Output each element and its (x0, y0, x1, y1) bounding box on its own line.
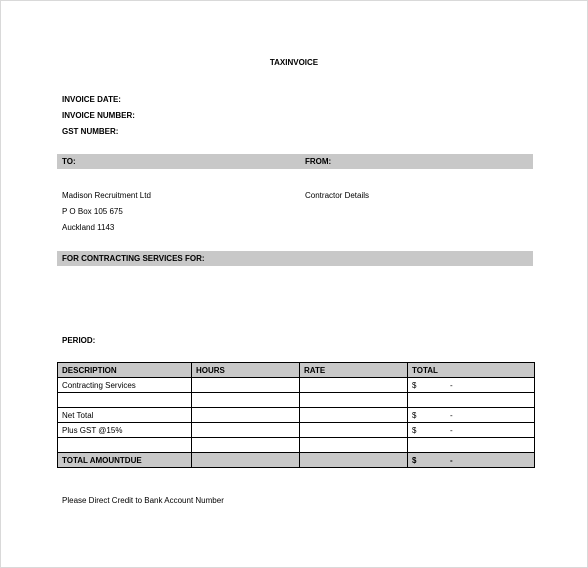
total-rate (300, 453, 408, 468)
row-total (408, 393, 535, 408)
table-row (58, 393, 535, 408)
header-rate: RATE (300, 363, 408, 378)
invoice-date-label: INVOICE DATE: (62, 95, 121, 104)
total-hours (192, 453, 300, 468)
total-amount-value: - (450, 455, 453, 465)
header-hours: HOURS (192, 363, 300, 378)
row-rate (300, 393, 408, 408)
row-total (408, 378, 535, 393)
row-hours (192, 378, 300, 393)
table-row (58, 408, 535, 423)
from-details: Contractor Details (305, 191, 370, 200)
table-row (58, 378, 535, 393)
header-total: TOTAL (408, 363, 535, 378)
row-currency: $ (412, 410, 417, 420)
table-header-row (58, 363, 535, 378)
row-hours (192, 438, 300, 453)
row-hours (192, 408, 300, 423)
header-description: DESCRIPTION (58, 363, 192, 378)
from-label: FROM: (305, 157, 332, 166)
row-amount: - (450, 380, 453, 390)
total-amount-label: TOTAL AMOUNTDUE (58, 453, 192, 468)
invoice-title: TAXINVOICE (269, 58, 319, 67)
to-address-line3: Auckland 1143 (62, 223, 115, 232)
period-label: PERIOD: (62, 336, 96, 345)
services-label: FOR CONTRACTING SERVICES FOR: (62, 254, 205, 263)
row-description: Plus GST @15% (58, 423, 192, 438)
row-description (58, 393, 192, 408)
row-rate (300, 378, 408, 393)
total-amount-cell (408, 453, 535, 468)
gst-number-label: GST NUMBER: (62, 127, 119, 136)
row-total (408, 423, 535, 438)
row-rate (300, 408, 408, 423)
to-label: TO: (62, 157, 76, 166)
invoice-number-label: INVOICE NUMBER: (62, 111, 135, 120)
row-hours (192, 423, 300, 438)
total-amount-row (58, 453, 535, 468)
row-rate (300, 438, 408, 453)
to-address-line1: Madison Recruitment Ltd (62, 191, 151, 200)
row-hours (192, 393, 300, 408)
bank-account-note: Please Direct Credit to Bank Account Number (62, 496, 224, 505)
row-currency: $ (412, 380, 417, 390)
row-currency: $ (412, 425, 417, 435)
row-amount: - (450, 425, 453, 435)
row-description: Contracting Services (58, 378, 192, 393)
services-bar (57, 251, 533, 266)
total-currency: $ (412, 455, 417, 465)
row-description: Net Total (58, 408, 192, 423)
to-address-line2: P O Box 105 675 (62, 207, 123, 216)
to-from-bar (57, 154, 533, 169)
table-row (58, 438, 535, 453)
row-amount: - (450, 410, 453, 420)
row-total (408, 438, 535, 453)
row-rate (300, 423, 408, 438)
table-row (58, 423, 535, 438)
row-description (58, 438, 192, 453)
invoice-items-table (57, 362, 535, 468)
row-total (408, 408, 535, 423)
